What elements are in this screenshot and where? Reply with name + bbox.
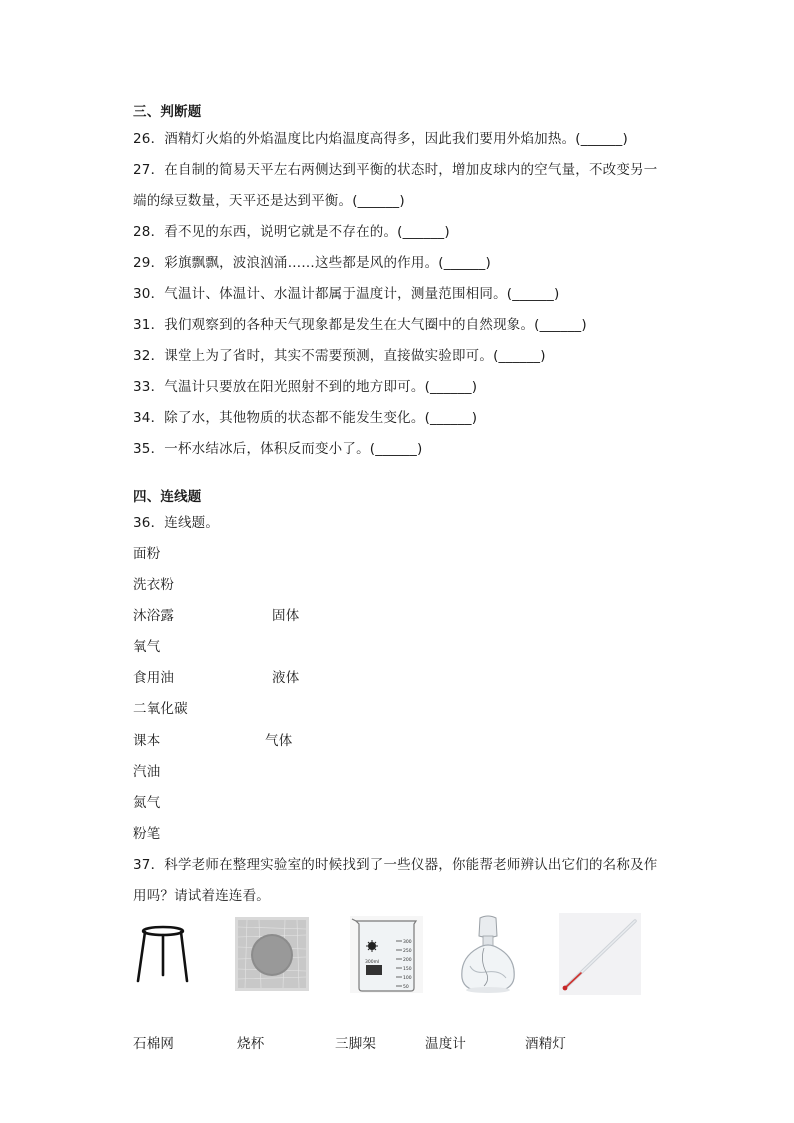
question-35: 35．一杯水结冰后，体积反而变小了。(______)	[133, 441, 423, 457]
alcohol-lamp-image	[456, 914, 520, 996]
question-34: 34．除了水，其他物质的状态都不能发生变化。(______)	[133, 410, 478, 426]
question-37-line1: 37．科学老师在整理实验室的时候找到了一些仪器，你能帮老师辨认出它们的名称及作	[133, 857, 658, 873]
beaker-mark: 150	[403, 967, 412, 972]
section-heading-matching: 四、连线题	[133, 489, 202, 505]
beaker-mark: 100	[403, 976, 412, 981]
substance-item: 二氧化碳	[133, 701, 188, 717]
question-31: 31．我们观察到的各种天气现象都是发生在大气圈中的自然现象。(______)	[133, 317, 587, 333]
state-solid: 固体	[272, 608, 300, 624]
substance-item: 食用油	[133, 670, 175, 686]
substance-item: 粉笔	[133, 826, 161, 842]
beaker-image	[350, 916, 423, 993]
instrument-name: 烧杯	[237, 1036, 265, 1052]
substance-item: 课本	[133, 733, 161, 749]
tripod-image	[133, 923, 195, 985]
question-36-title: 36．连线题。	[133, 515, 220, 531]
question-28: 28．看不见的东西，说明它就是不存在的。(______)	[133, 224, 450, 240]
substance-item: 洗衣粉	[133, 577, 175, 593]
beaker-mark: 250	[403, 949, 412, 954]
thermometer-image	[559, 913, 641, 995]
state-gas: 气体	[265, 733, 293, 749]
beaker-mark: 200	[403, 958, 412, 963]
instrument-name: 酒精灯	[525, 1036, 567, 1052]
question-32: 32．课堂上为了省时，其实不需要预测，直接做实验即可。(______)	[133, 348, 546, 364]
question-30: 30．气温计、体温计、水温计都属于温度计，测量范围相同。(______)	[133, 286, 560, 302]
substance-item: 汽油	[133, 764, 161, 780]
instrument-name: 三脚架	[335, 1036, 377, 1052]
question-27-line1: 27．在自制的简易天平左右两侧达到平衡的状态时，增加皮球内的空气量，不改变另一	[133, 162, 658, 178]
question-26: 26．酒精灯火焰的外焰温度比内焰温度高得多，因此我们要用外焰加热。(______)	[133, 131, 628, 147]
state-liquid: 液体	[272, 670, 300, 686]
beaker-capacity-label: 300ml	[365, 960, 380, 965]
question-27-line2: 端的绿豆数量，天平还是达到平衡。(______)	[133, 193, 405, 209]
beaker-mark: 300	[403, 940, 412, 945]
section-heading-judgement: 三、判断题	[133, 104, 202, 120]
substance-item: 氧气	[133, 639, 161, 655]
substance-item: 氮气	[133, 795, 161, 811]
instrument-name: 石棉网	[133, 1036, 175, 1052]
question-33: 33．气温计只要放在阳光照射不到的地方即可。(______)	[133, 379, 478, 395]
question-37-line2: 用吗？请试着连连看。	[133, 888, 270, 904]
substance-item: 沐浴露	[133, 608, 175, 624]
asbestos-gauze-image	[235, 917, 309, 991]
substance-item: 面粉	[133, 546, 161, 562]
beaker-mark: 50	[403, 985, 409, 990]
instrument-name: 温度计	[425, 1036, 467, 1052]
question-29: 29．彩旗飘飘，波浪汹涌……这些都是风的作用。(______)	[133, 255, 491, 271]
